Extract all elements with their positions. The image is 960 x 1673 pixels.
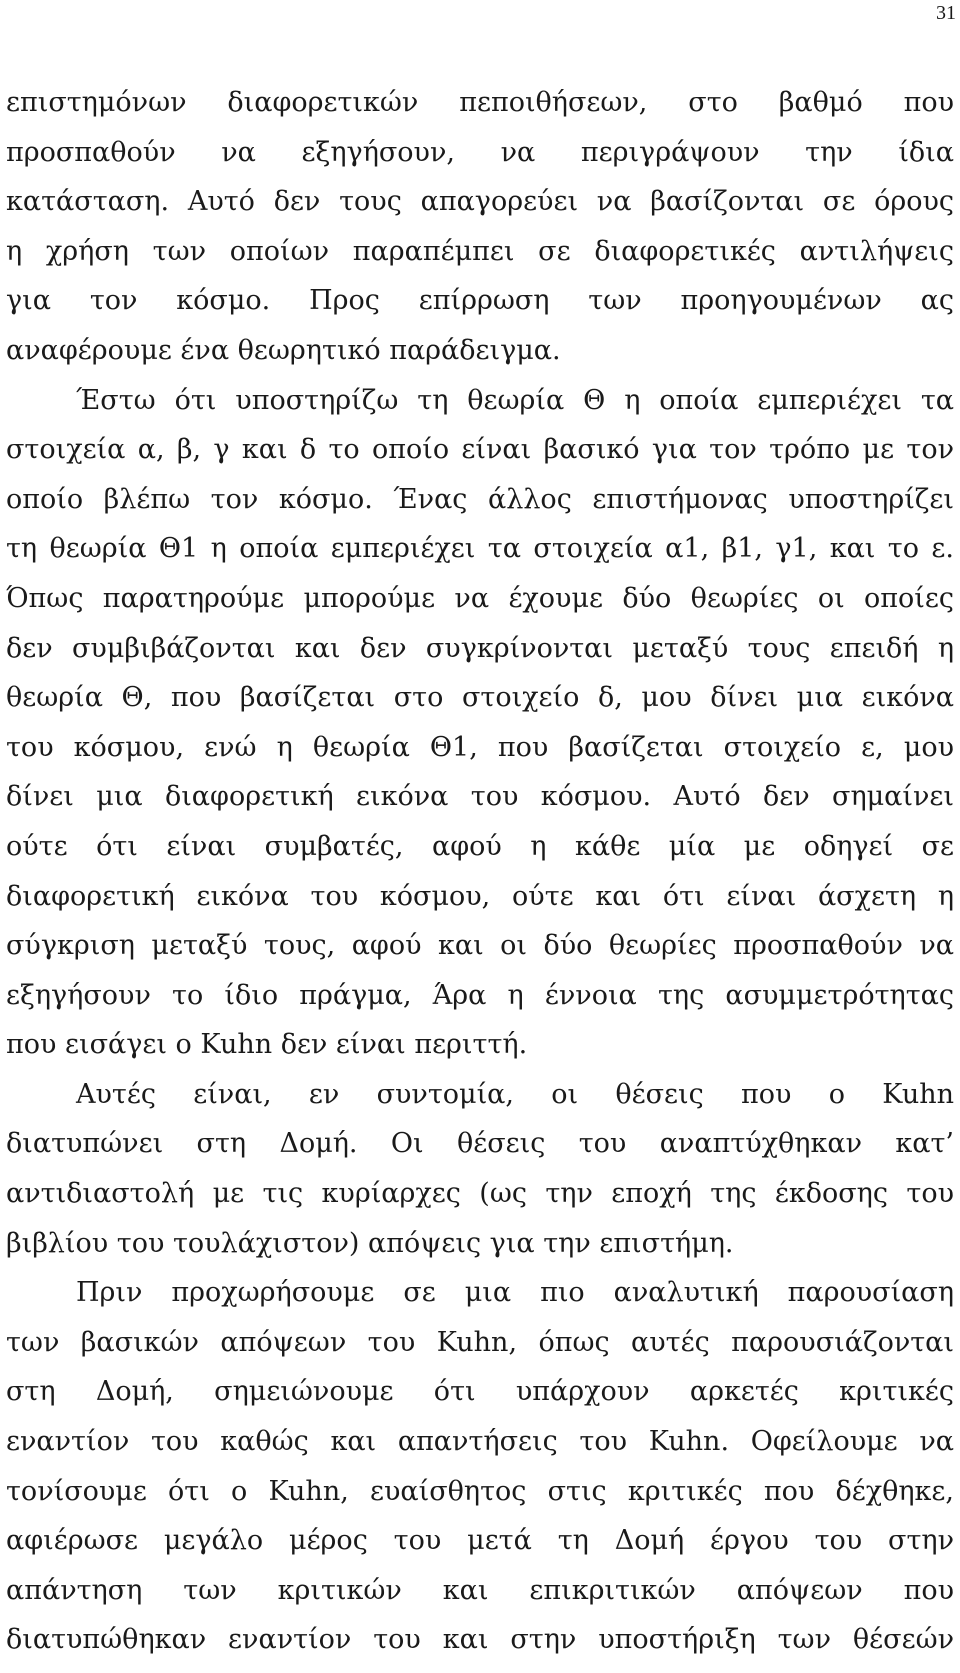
body-text: [6, 78, 954, 1665]
text-line: διατυπώνει στη Δομή. Οι θέσεις του αναπτύχθηκαν κατ’: [6, 1128, 954, 1160]
text-line: εξηγήσουν το ίδιο πράγμα, Άρα η έννοια της ασυμμετρότητας: [6, 979, 954, 1011]
text-line: ούτε ότι είναι συμβατές, αφού η κάθε μία με οδηγεί σε: [6, 830, 954, 862]
text-line: αντιδιαστολή με τις κυρίαρχες (ως την εποχή της έκδοσης του: [6, 1178, 954, 1210]
text-line: οποίο βλέπω τον κόσμο. Ένας άλλος επιστήμονας υποστηρίζει: [6, 483, 954, 515]
text-line: Έστω ότι υποστηρίζω τη θεωρία Θ η οποία εμπεριέχει τα: [76, 384, 954, 416]
text-line: διατυπώθηκαν εναντίον του και στην υποστήριξη των θέσεών: [6, 1624, 954, 1656]
text-line: Πριν προχωρήσουμε σε μια πιο αναλυτική παρουσίαση: [76, 1277, 954, 1309]
text-line: εναντίον του καθώς και απαντήσεις του Kuhn. Οφείλουμε να: [6, 1426, 954, 1458]
text-line: η χρήση των οποίων παραπέμπει σε διαφορετικές αντιλήψεις: [6, 235, 954, 267]
text-line: τονίσουμε ότι ο Kuhn, ευαίσθητος στις κριτικές που δέχθηκε,: [6, 1475, 954, 1507]
text-line: τη θεωρία Θ1 η οποία εμπεριέχει τα στοιχεία α1, β1, γ1, και το ε.: [6, 533, 954, 565]
text-line: βιβλίου του τουλάχιστον) απόψεις για την επιστήμη.: [6, 1227, 734, 1259]
text-line: των βασικών απόψεων του Kuhn, όπως αυτές παρουσιάζονται: [6, 1326, 954, 1358]
text-line: που εισάγει ο Kuhn δεν είναι περιττή.: [6, 1029, 528, 1061]
text-line: Όπως παρατηρούμε μπορούμε να έχουμε δύο θεωρίες οι οποίες: [6, 582, 954, 614]
text-line: Αυτές είναι, εν συντομία, οι θέσεις που ο Kuhn: [76, 1078, 954, 1110]
text-line: στη Δομή, σημειώνουμε ότι υπάρχουν αρκετές κριτικές: [6, 1376, 954, 1408]
text-line: σύγκριση μεταξύ τους, αφού και οι δύο θεωρίες προσπαθούν να: [6, 930, 954, 962]
text-line: επιστημόνων διαφορετικών πεποιθήσεων, στο βαθμό που: [6, 87, 954, 118]
text-line: προσπαθούν να εξηγήσουν, να περιγράψουν την ίδια: [6, 136, 954, 168]
text-line: στοιχεία α, β, γ και δ το οποίο είναι βασικό για τον τρόπο με τον: [6, 434, 954, 466]
text-line: θεωρία Θ, που βασίζεται στο στοιχείο δ, μου δίνει μια εικόνα: [6, 682, 954, 714]
text-line: διαφορετική εικόνα του κόσμου, ούτε και ότι είναι άσχετη η: [6, 880, 954, 912]
text-line: απάντηση των κριτικών και επικριτικών απόψεων που: [6, 1574, 954, 1606]
text-line: του κόσμου, ενώ η θεωρία Θ1, που βασίζεται στοιχείο ε, μου: [6, 731, 954, 763]
text-line: κατάσταση. Αυτό δεν τους απαγορεύει να βασίζονται σε όρους: [6, 186, 954, 218]
text-line: αφιέρωσε μεγάλο μέρος του μετά τη Δομή έργου του στην: [6, 1525, 954, 1557]
text-line: δεν συμβιβάζονται και δεν συγκρίνονται μεταξύ τους επειδή η: [6, 632, 954, 664]
page-number: 31: [936, 2, 956, 24]
text-line: δίνει μια διαφορετική εικόνα του κόσμου. Αυτό δεν σημαίνει: [6, 781, 954, 813]
text-line: για τον κόσμο. Προς επίρρωση των προηγουμένων ας: [6, 285, 954, 317]
text-line: αναφέρουμε ένα θεωρητικό παράδειγμα.: [6, 334, 561, 366]
